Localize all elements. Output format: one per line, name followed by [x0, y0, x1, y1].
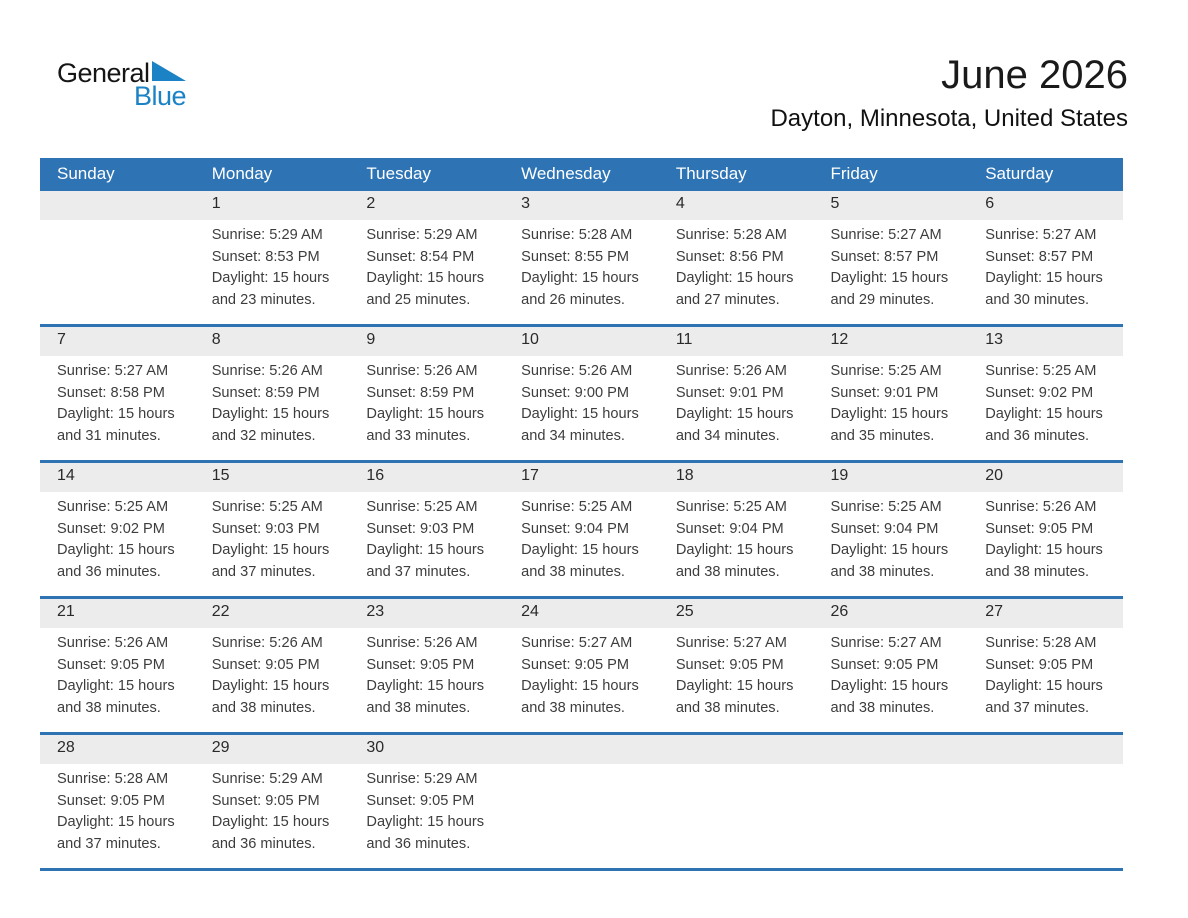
- sunrise-text: Sunrise: 5:25 AM: [675, 499, 787, 515]
- daylight-text: Daylight: 15 hours and 37 minutes.: [985, 678, 1103, 716]
- day-number: 1: [195, 191, 350, 220]
- day-info: [968, 356, 1123, 460]
- day-cell: [195, 598, 350, 734]
- daylight-text: Daylight: 15 hours and 38 minutes.: [211, 678, 330, 716]
- day-info: [814, 492, 969, 596]
- daylight-text: Daylight: 15 hours and 38 minutes.: [675, 678, 794, 716]
- day-cell: [195, 734, 350, 870]
- day-number: 6: [968, 191, 1123, 220]
- day-info: [659, 492, 814, 596]
- sunset-text: Sunset: 8:57 PM: [985, 248, 1094, 265]
- sunrise-text: Sunrise: 5:27 AM: [830, 227, 942, 243]
- sunrise-text: Sunrise: 5:29 AM: [366, 227, 478, 243]
- day-cell: [195, 191, 350, 326]
- month-title: June 2026: [941, 53, 1128, 97]
- day-number: [968, 735, 1123, 764]
- weekday-header-cell: Saturday: [968, 158, 1123, 191]
- day-info: [814, 764, 969, 868]
- day-number: 16: [349, 463, 504, 492]
- week-row: [40, 191, 1123, 326]
- sunset-text: Sunset: 9:04 PM: [675, 520, 784, 537]
- day-cell: [659, 191, 814, 326]
- sunrise-text: Sunrise: 5:26 AM: [675, 363, 787, 379]
- sunset-text: Sunset: 9:05 PM: [57, 656, 165, 673]
- weekday-header-cell: Friday: [814, 158, 969, 191]
- day-info: [504, 492, 659, 596]
- sunset-text: Sunset: 9:03 PM: [211, 520, 320, 537]
- sunrise-text: Sunrise: 5:25 AM: [830, 363, 942, 379]
- sunset-text: Sunset: 9:05 PM: [366, 792, 475, 809]
- sunset-text: Sunset: 8:58 PM: [57, 384, 165, 401]
- day-cell: [349, 462, 504, 598]
- sunset-text: Sunset: 9:05 PM: [985, 520, 1094, 537]
- sunrise-text: Sunrise: 5:26 AM: [211, 635, 323, 651]
- day-info: [814, 356, 969, 460]
- sunset-text: Sunset: 9:01 PM: [830, 384, 939, 401]
- sunset-text: Sunset: 9:04 PM: [521, 520, 630, 537]
- week-row: [40, 734, 1123, 870]
- sunset-text: Sunset: 8:56 PM: [675, 248, 784, 265]
- day-info: [504, 220, 659, 324]
- day-info: [195, 492, 350, 596]
- day-info: [195, 220, 350, 324]
- sunset-text: Sunset: 8:59 PM: [211, 384, 320, 401]
- week-row: [40, 326, 1123, 462]
- day-number: 28: [40, 735, 195, 764]
- daylight-text: Daylight: 15 hours and 25 minutes.: [366, 270, 485, 308]
- day-number: 12: [814, 327, 969, 356]
- sunrise-text: Sunrise: 5:28 AM: [521, 227, 633, 243]
- day-info: [40, 220, 195, 324]
- day-number: 17: [504, 463, 659, 492]
- day-number: 26: [814, 599, 969, 628]
- day-info: [40, 492, 195, 596]
- day-info: [504, 628, 659, 732]
- sunset-text: Sunset: 9:04 PM: [830, 520, 939, 537]
- sunset-text: Sunset: 9:02 PM: [57, 520, 165, 537]
- day-number: 15: [195, 463, 350, 492]
- day-info: [968, 764, 1123, 868]
- daylight-text: Daylight: 15 hours and 36 minutes.: [985, 406, 1103, 444]
- daylight-text: Daylight: 15 hours and 30 minutes.: [985, 270, 1103, 308]
- day-info: [968, 220, 1123, 324]
- sunrise-text: Sunrise: 5:26 AM: [521, 363, 633, 379]
- day-cell: [968, 598, 1123, 734]
- day-info: [659, 220, 814, 324]
- day-number: 29: [195, 735, 350, 764]
- sunset-text: Sunset: 9:05 PM: [57, 792, 165, 809]
- day-number: 24: [504, 599, 659, 628]
- day-number: 22: [195, 599, 350, 628]
- logo-text-general: General: [57, 58, 150, 88]
- sunrise-text: Sunrise: 5:25 AM: [830, 499, 942, 515]
- sunrise-text: Sunrise: 5:25 AM: [366, 499, 478, 515]
- sunrise-text: Sunrise: 5:26 AM: [366, 363, 478, 379]
- sunrise-text: Sunrise: 5:29 AM: [366, 771, 478, 787]
- day-info: [968, 492, 1123, 596]
- calendar-body: [40, 191, 1123, 870]
- daylight-text: Daylight: 15 hours and 27 minutes.: [675, 270, 794, 308]
- location-subtitle: Dayton, Minnesota, United States: [770, 105, 1128, 132]
- week-row: [40, 462, 1123, 598]
- day-info: [349, 220, 504, 324]
- daylight-text: Daylight: 15 hours and 32 minutes.: [211, 406, 330, 444]
- day-number: 21: [40, 599, 195, 628]
- sunrise-text: Sunrise: 5:26 AM: [985, 499, 1097, 515]
- daylight-text: Daylight: 15 hours and 23 minutes.: [211, 270, 330, 308]
- day-number: 10: [504, 327, 659, 356]
- logo-text-blue: Blue: [134, 81, 187, 111]
- daylight-text: Daylight: 15 hours and 37 minutes.: [57, 814, 175, 852]
- page-header: [0, 0, 1188, 158]
- day-info: [504, 356, 659, 460]
- day-info: [968, 628, 1123, 732]
- day-cell: [504, 191, 659, 326]
- sunset-text: Sunset: 8:53 PM: [211, 248, 320, 265]
- daylight-text: Daylight: 15 hours and 38 minutes.: [366, 678, 485, 716]
- day-number: 3: [504, 191, 659, 220]
- day-cell: [968, 326, 1123, 462]
- day-number: 30: [349, 735, 504, 764]
- week-row: [40, 598, 1123, 734]
- day-cell: [40, 734, 195, 870]
- weekday-header-cell: Sunday: [40, 158, 195, 191]
- day-info: [349, 356, 504, 460]
- daylight-text: Daylight: 15 hours and 35 minutes.: [830, 406, 949, 444]
- day-info: [40, 628, 195, 732]
- day-info: [349, 492, 504, 596]
- sunrise-text: Sunrise: 5:25 AM: [57, 499, 169, 515]
- sunrise-text: Sunrise: 5:29 AM: [211, 227, 323, 243]
- sunset-text: Sunset: 9:03 PM: [366, 520, 475, 537]
- day-cell: [504, 734, 659, 870]
- sunset-text: Sunset: 8:59 PM: [366, 384, 475, 401]
- day-cell: [968, 191, 1123, 326]
- sunset-text: Sunset: 9:05 PM: [830, 656, 939, 673]
- daylight-text: Daylight: 15 hours and 36 minutes.: [57, 542, 175, 580]
- daylight-text: Daylight: 15 hours and 38 minutes.: [830, 678, 949, 716]
- daylight-text: Daylight: 15 hours and 26 minutes.: [521, 270, 639, 308]
- daylight-text: Daylight: 15 hours and 38 minutes.: [521, 542, 639, 580]
- day-number: [504, 735, 659, 764]
- day-cell: [40, 191, 195, 326]
- day-info: [659, 356, 814, 460]
- day-cell: [659, 462, 814, 598]
- day-number: 7: [40, 327, 195, 356]
- day-info: [195, 628, 350, 732]
- daylight-text: Daylight: 15 hours and 38 minutes.: [830, 542, 949, 580]
- day-cell: [968, 734, 1123, 870]
- sunrise-text: Sunrise: 5:27 AM: [57, 363, 169, 379]
- sunrise-text: Sunrise: 5:28 AM: [57, 771, 169, 787]
- day-cell: [195, 326, 350, 462]
- daylight-text: Daylight: 15 hours and 34 minutes.: [675, 406, 794, 444]
- title-block: [770, 52, 1128, 133]
- daylight-text: Daylight: 15 hours and 37 minutes.: [211, 542, 330, 580]
- weekday-header-cell: Monday: [195, 158, 350, 191]
- sunset-text: Sunset: 9:00 PM: [521, 384, 630, 401]
- sunset-text: Sunset: 9:05 PM: [675, 656, 784, 673]
- sunset-text: Sunset: 8:54 PM: [366, 248, 475, 265]
- day-number: 9: [349, 327, 504, 356]
- calendar-table: [40, 158, 1123, 871]
- day-info: [40, 356, 195, 460]
- day-cell: [814, 462, 969, 598]
- sunrise-text: Sunrise: 5:28 AM: [985, 635, 1097, 651]
- day-cell: [659, 326, 814, 462]
- sunset-text: Sunset: 9:05 PM: [985, 656, 1094, 673]
- weekday-header-cell: Thursday: [659, 158, 814, 191]
- sunset-text: Sunset: 9:05 PM: [521, 656, 630, 673]
- sunrise-text: Sunrise: 5:26 AM: [211, 363, 323, 379]
- day-number: 19: [814, 463, 969, 492]
- day-cell: [349, 191, 504, 326]
- daylight-text: Daylight: 15 hours and 31 minutes.: [57, 406, 175, 444]
- general-blue-logo: [57, 60, 186, 110]
- day-number: 25: [659, 599, 814, 628]
- day-number: 8: [195, 327, 350, 356]
- sunrise-text: Sunrise: 5:27 AM: [830, 635, 942, 651]
- daylight-text: Daylight: 15 hours and 38 minutes.: [521, 678, 639, 716]
- day-info: [814, 628, 969, 732]
- day-number: 4: [659, 191, 814, 220]
- day-cell: [814, 326, 969, 462]
- day-cell: [40, 326, 195, 462]
- daylight-text: Daylight: 15 hours and 33 minutes.: [366, 406, 485, 444]
- day-cell: [40, 462, 195, 598]
- day-number: [659, 735, 814, 764]
- sunset-text: Sunset: 8:57 PM: [830, 248, 939, 265]
- day-cell: [504, 462, 659, 598]
- weekday-header-cell: Tuesday: [349, 158, 504, 191]
- sunset-text: Sunset: 9:02 PM: [985, 384, 1094, 401]
- day-number: 13: [968, 327, 1123, 356]
- sunset-text: Sunset: 9:05 PM: [366, 656, 475, 673]
- day-number: 2: [349, 191, 504, 220]
- day-info: [814, 220, 969, 324]
- day-cell: [814, 734, 969, 870]
- daylight-text: Daylight: 15 hours and 37 minutes.: [366, 542, 485, 580]
- day-cell: [814, 598, 969, 734]
- sunset-text: Sunset: 9:05 PM: [211, 656, 320, 673]
- sunrise-text: Sunrise: 5:27 AM: [675, 635, 787, 651]
- daylight-text: Daylight: 15 hours and 34 minutes.: [521, 406, 639, 444]
- day-number: 20: [968, 463, 1123, 492]
- sunset-text: Sunset: 9:05 PM: [211, 792, 320, 809]
- daylight-text: Daylight: 15 hours and 29 minutes.: [830, 270, 949, 308]
- day-info: [659, 628, 814, 732]
- sunrise-text: Sunrise: 5:28 AM: [675, 227, 787, 243]
- sunrise-text: Sunrise: 5:29 AM: [211, 771, 323, 787]
- sunrise-text: Sunrise: 5:27 AM: [985, 227, 1097, 243]
- day-cell: [659, 734, 814, 870]
- day-cell: [814, 191, 969, 326]
- day-cell: [195, 462, 350, 598]
- day-number: 23: [349, 599, 504, 628]
- daylight-text: Daylight: 15 hours and 38 minutes.: [985, 542, 1103, 580]
- day-number: [40, 191, 195, 220]
- daylight-text: Daylight: 15 hours and 38 minutes.: [675, 542, 794, 580]
- day-cell: [349, 734, 504, 870]
- day-number: 5: [814, 191, 969, 220]
- day-cell: [349, 326, 504, 462]
- sunrise-text: Sunrise: 5:26 AM: [57, 635, 169, 651]
- sunrise-text: Sunrise: 5:26 AM: [366, 635, 478, 651]
- sunset-text: Sunset: 8:55 PM: [521, 248, 630, 265]
- sunrise-text: Sunrise: 5:25 AM: [985, 363, 1097, 379]
- weekday-header-cell: Wednesday: [504, 158, 659, 191]
- day-cell: [40, 598, 195, 734]
- daylight-text: Daylight: 15 hours and 36 minutes.: [366, 814, 485, 852]
- daylight-text: Daylight: 15 hours and 36 minutes.: [211, 814, 330, 852]
- day-info: [349, 764, 504, 868]
- sunrise-text: Sunrise: 5:25 AM: [521, 499, 633, 515]
- day-cell: [349, 598, 504, 734]
- logo-flag-icon: [152, 61, 186, 81]
- day-cell: [659, 598, 814, 734]
- day-cell: [968, 462, 1123, 598]
- sunset-text: Sunset: 9:01 PM: [675, 384, 784, 401]
- day-info: [195, 764, 350, 868]
- day-number: [814, 735, 969, 764]
- day-number: 11: [659, 327, 814, 356]
- daylight-text: Daylight: 15 hours and 38 minutes.: [57, 678, 175, 716]
- weekday-header-row: [40, 158, 1123, 191]
- day-cell: [504, 326, 659, 462]
- sunrise-text: Sunrise: 5:27 AM: [521, 635, 633, 651]
- day-info: [195, 356, 350, 460]
- day-number: 18: [659, 463, 814, 492]
- day-info: [40, 764, 195, 868]
- day-info: [349, 628, 504, 732]
- day-info: [504, 764, 659, 868]
- day-number: 27: [968, 599, 1123, 628]
- day-number: 14: [40, 463, 195, 492]
- day-cell: [504, 598, 659, 734]
- sunrise-text: Sunrise: 5:25 AM: [211, 499, 323, 515]
- day-info: [659, 764, 814, 868]
